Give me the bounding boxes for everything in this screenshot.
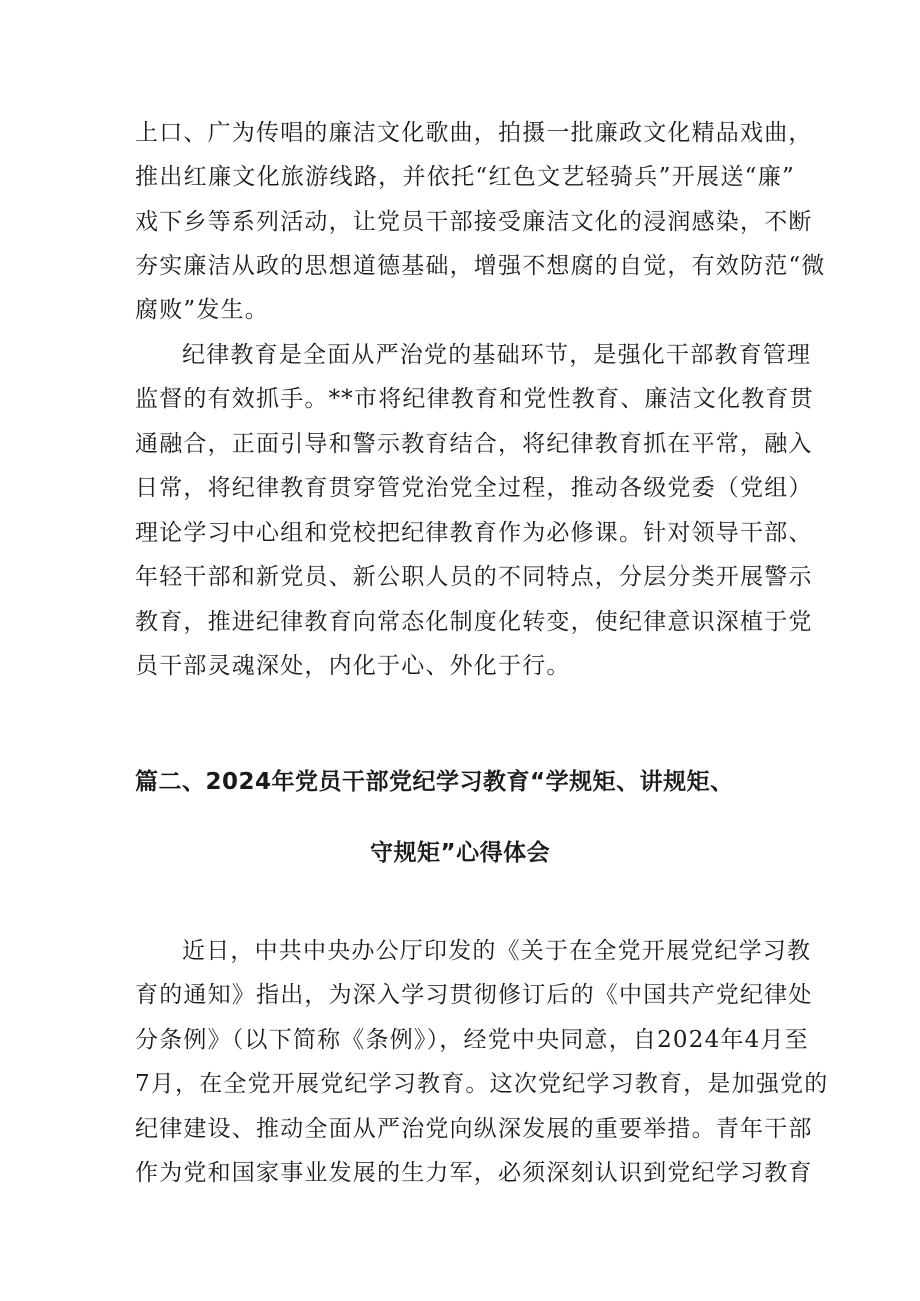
paragraph-line: 夯实廉洁从政的思想道德基础，增强不想腐的自觉，有效防范“微 [135, 253, 826, 279]
heading-line-2: 守规矩”心得体会 [370, 840, 551, 866]
paragraph-line: 纪律教育是全面从严治党的基础环节，是强化干部教育管理 [182, 342, 812, 368]
paragraph-line: 监督的有效抓手。**市将纪律教育和党性教育、廉洁文化教育贯 [135, 386, 814, 412]
paragraph-line: 日常，将纪律教育贯穿管党治党全过程，推动各级党委（党组） [135, 475, 813, 501]
paragraph-line: 纪律建设、推动全面从严治党向纵深发展的重要举措。青年干部 [135, 1116, 813, 1142]
paragraph-line: 上口、广为传唱的廉洁文化歌曲，拍摄一批廉政文化精品戏曲， [135, 120, 813, 146]
paragraph-line: 理论学习中心组和党校把纪律教育作为必修课。针对领导干部、 [135, 520, 813, 546]
paragraph-line: 腐败”发生。 [135, 297, 269, 323]
paragraph-line: 通融合，正面引导和警示教育结合，将纪律教育抓在平常，融入 [135, 431, 813, 457]
paragraph-line: 育的通知》指出，为深入学习贯彻修订后的《中国共产党纪律处 [135, 982, 813, 1008]
paragraph-line: 教育，推进纪律教育向常态化制度化转变，使纪律意识深植于党 [135, 609, 813, 635]
paragraph-line: 7月，在全党开展党纪学习教育。这次党纪学习教育，是加强党的 [135, 1071, 829, 1097]
paragraph-line: 员干部灵魂深处，内化于心、外化于行。 [135, 653, 571, 679]
paragraph-line: 戏下乡等系列活动，让党员干部接受廉洁文化的浸润感染，不断 [135, 209, 813, 235]
paragraph-line: 推出红廉文化旅游线路，并依托“红色文艺轻骑兵”开展送“廉” [135, 164, 795, 190]
paragraph-line: 分条例》（以下简称《条例》），经党中央同意，自2024年4月至 [135, 1027, 809, 1053]
heading-line-1: 篇二、2024年党员干部党纪学习教育“学规矩、讲规矩、 [135, 769, 734, 795]
paragraph-line: 近日，中共中央办公厅印发的《关于在全党开展党纪学习教 [182, 938, 812, 964]
paragraph-line: 年轻干部和新党员、新公职人员的不同特点，分层分类开展警示 [135, 564, 813, 590]
paragraph-line: 作为党和国家事业发展的生力军，必须深刻认识到党纪学习教育 [135, 1160, 813, 1186]
